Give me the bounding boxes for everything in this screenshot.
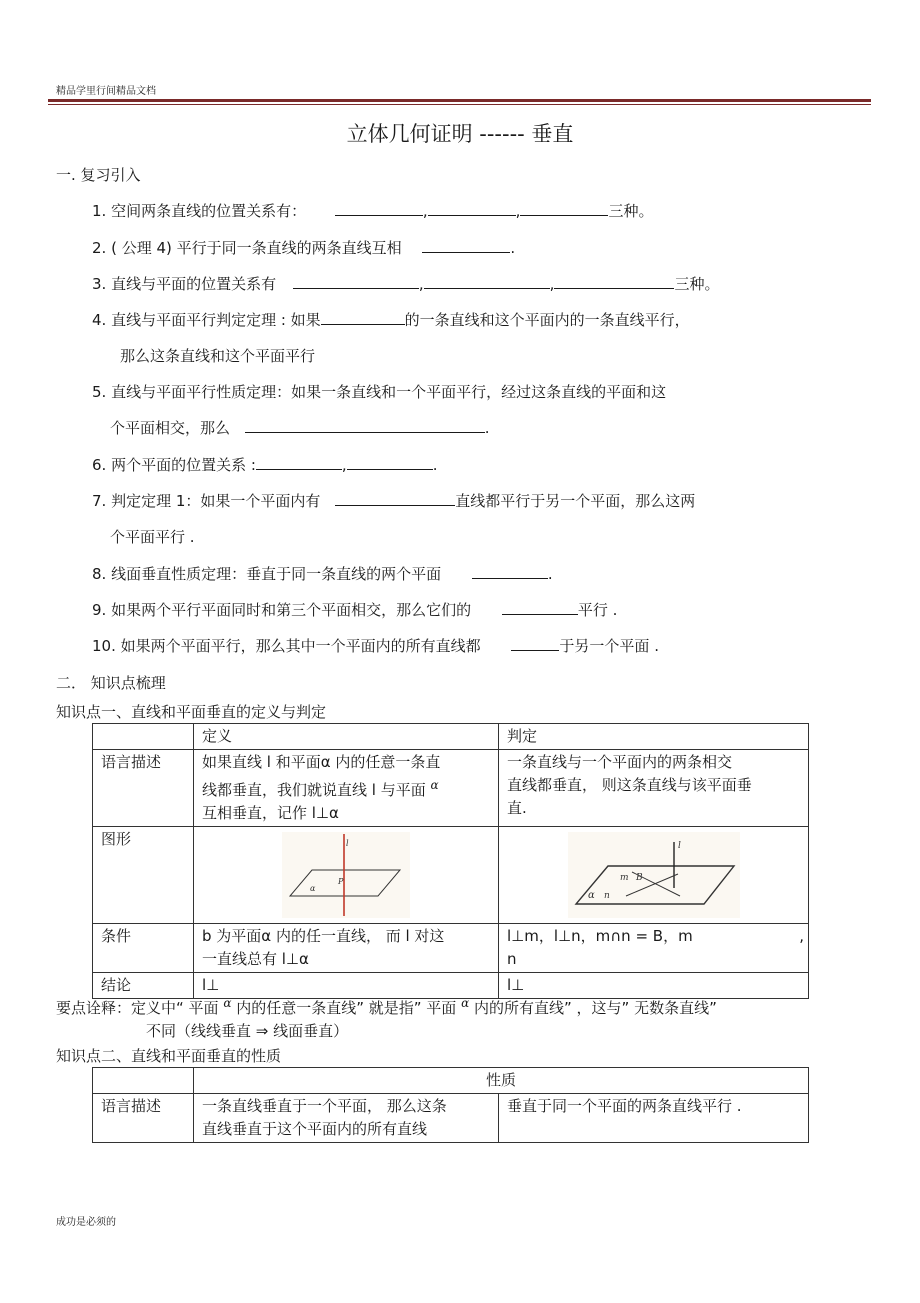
fill-blank[interactable] — [335, 491, 455, 506]
alpha-symbol: α — [461, 996, 470, 1010]
label-alpha: α — [310, 884, 316, 893]
header-rule-thin — [48, 104, 871, 105]
label-p: P — [338, 877, 344, 886]
key-point-note-line1: 要点诠释：定义中“ 平面 $^\alpha$ 内的任意一条直线” 就是指” 平面 $^\alpha$ 内的所有直线” ，这与” 无数条直线” — [56, 996, 717, 1017]
review-item-7: 7. 判定定理 1：如果一个平面内有 直线都平行于另一个平面，那么这两 — [92, 492, 696, 510]
kp1-judge-language: 一条直线与一个平面内的两条相交 直线都垂直， 则这条直线与该平面垂 直. — [499, 750, 809, 827]
plane-parallelogram — [290, 870, 400, 896]
review-item-9: 9. 如果两个平行平面同时和第三个平面相交，那么它们的 平行 . — [92, 601, 618, 619]
kp1-row-language: 语言描述 — [93, 750, 194, 827]
review-item-7-line2: 个平面平行 . — [110, 528, 195, 546]
kp1-def-figure-cell — [194, 827, 499, 924]
fill-blank[interactable] — [502, 600, 578, 615]
alpha-symbol: α — [223, 996, 232, 1010]
label-alpha: α — [587, 890, 595, 901]
review-item-10: 10. 如果两个平面平行，那么其中一个平面内的所有直线都 于另一个平面 . — [92, 637, 659, 655]
label-l: l — [346, 839, 349, 848]
plane-parallelogram — [576, 866, 734, 904]
review-item-3: 3. 直线与平面的位置关系有 , , 三种。 — [92, 275, 720, 293]
fill-blank[interactable] — [424, 274, 550, 289]
implies-arrow-icon: ⇒ — [255, 1022, 269, 1040]
fill-blank[interactable] — [245, 418, 485, 433]
key-point-note-line2: 不同（线线垂直 ⇒ 线面垂直） — [146, 1022, 349, 1040]
label-m: m — [619, 873, 629, 883]
line-perpendicular-plane-figure — [282, 832, 410, 918]
kp2-title: 知识点二、直线和平面垂直的性质 — [56, 1047, 282, 1065]
fill-blank[interactable] — [472, 564, 548, 579]
kp2-table — [92, 1067, 809, 1143]
fill-blank[interactable] — [347, 455, 433, 470]
fill-blank[interactable] — [520, 201, 608, 216]
alpha-symbol: α — [430, 778, 439, 792]
kp1-row-figure: 图形 — [93, 827, 194, 924]
label-n: n — [603, 891, 610, 901]
fill-blank[interactable] — [511, 636, 559, 651]
section1-heading: 一. 复习引入 — [56, 166, 141, 184]
line-n — [626, 874, 678, 896]
review-item-6: 6. 两个平面的位置关系 : , . — [92, 456, 438, 474]
fill-blank[interactable] — [554, 274, 674, 289]
kp1-def-condition: b 为平面α 内的任一直线， 而 l 对这 一直线总有 l⊥α — [194, 924, 499, 973]
review-item-5-line2: 个平面相交，那么 . — [110, 419, 490, 437]
kp1-judge-conclusion: l⊥ — [499, 973, 809, 999]
label-b: B — [635, 873, 643, 883]
review-item-2: 2. ( 公理 4) 平行于同一条直线的两条直线互相 . — [92, 239, 516, 257]
page-footer: 成功是必须的 — [56, 1217, 116, 1228]
judgment-theorem-figure — [568, 832, 740, 918]
header-rule-thick — [48, 99, 871, 102]
review-item-8: 8. 线面垂直性质定理：垂直于同一条直线的两个平面 . — [92, 565, 553, 583]
kp2-header-property: 性质 — [194, 1068, 809, 1094]
kp2-row-language: 语言描述 — [93, 1094, 194, 1143]
kp2-header-empty — [93, 1068, 194, 1094]
review-item-4-line2: 那么这条直线和这个平面平行 — [120, 347, 316, 365]
section2-heading: 二． 知识点梳理 — [56, 674, 166, 692]
fill-blank[interactable] — [428, 201, 516, 216]
kp1-header-definition: 定义 — [194, 724, 499, 750]
fill-blank[interactable] — [422, 238, 510, 253]
kp1-header-empty — [93, 724, 194, 750]
kp1-row-conclusion: 结论 — [93, 973, 194, 999]
page-header: 精品学里行间精品文档 — [56, 86, 156, 97]
review-item-5: 5. 直线与平面平行性质定理：如果一条直线和一个平面平行，经过这条直线的平面和这 — [92, 383, 667, 401]
kp1-table — [92, 723, 809, 999]
label-l: l — [677, 841, 681, 851]
review-item-4: 4. 直线与平面平行判定定理 : 如果 的一条直线和这个平面内的一条直线平行， — [92, 311, 690, 329]
kp1-def-conclusion: l⊥ — [194, 973, 499, 999]
kp1-title: 知识点一、直线和平面垂直的定义与判定 — [56, 703, 327, 721]
kp2-prop1: 一条直线垂直于一个平面， 那么这条 直线垂直于这个平面内的所有直线 — [194, 1094, 499, 1143]
kp1-judge-figure-cell — [499, 827, 809, 924]
kp1-header-judgment: 判定 — [499, 724, 809, 750]
kp1-judge-condition: l⊥m，l⊥n，m∩n = B，m , n — [499, 924, 809, 973]
fill-blank[interactable] — [293, 274, 419, 289]
fill-blank[interactable] — [321, 310, 405, 325]
fill-blank[interactable] — [256, 455, 342, 470]
kp1-def-language: 如果直线 l 和平面α 内的任意一条直 线都垂直，我们就说直线 l 与平面 $^\alpha$ 互相垂直，记作 l⊥α — [194, 750, 499, 827]
page-title: 立体几何证明 ------ 垂直 — [346, 122, 574, 146]
fill-blank[interactable] — [335, 201, 423, 216]
kp1-row-condition: 条件 — [93, 924, 194, 973]
review-item-1: 1. 空间两条直线的位置关系有： , , 三种。 — [92, 202, 654, 220]
kp2-prop2: 垂直于同一个平面的两条直线平行 . — [499, 1094, 809, 1143]
